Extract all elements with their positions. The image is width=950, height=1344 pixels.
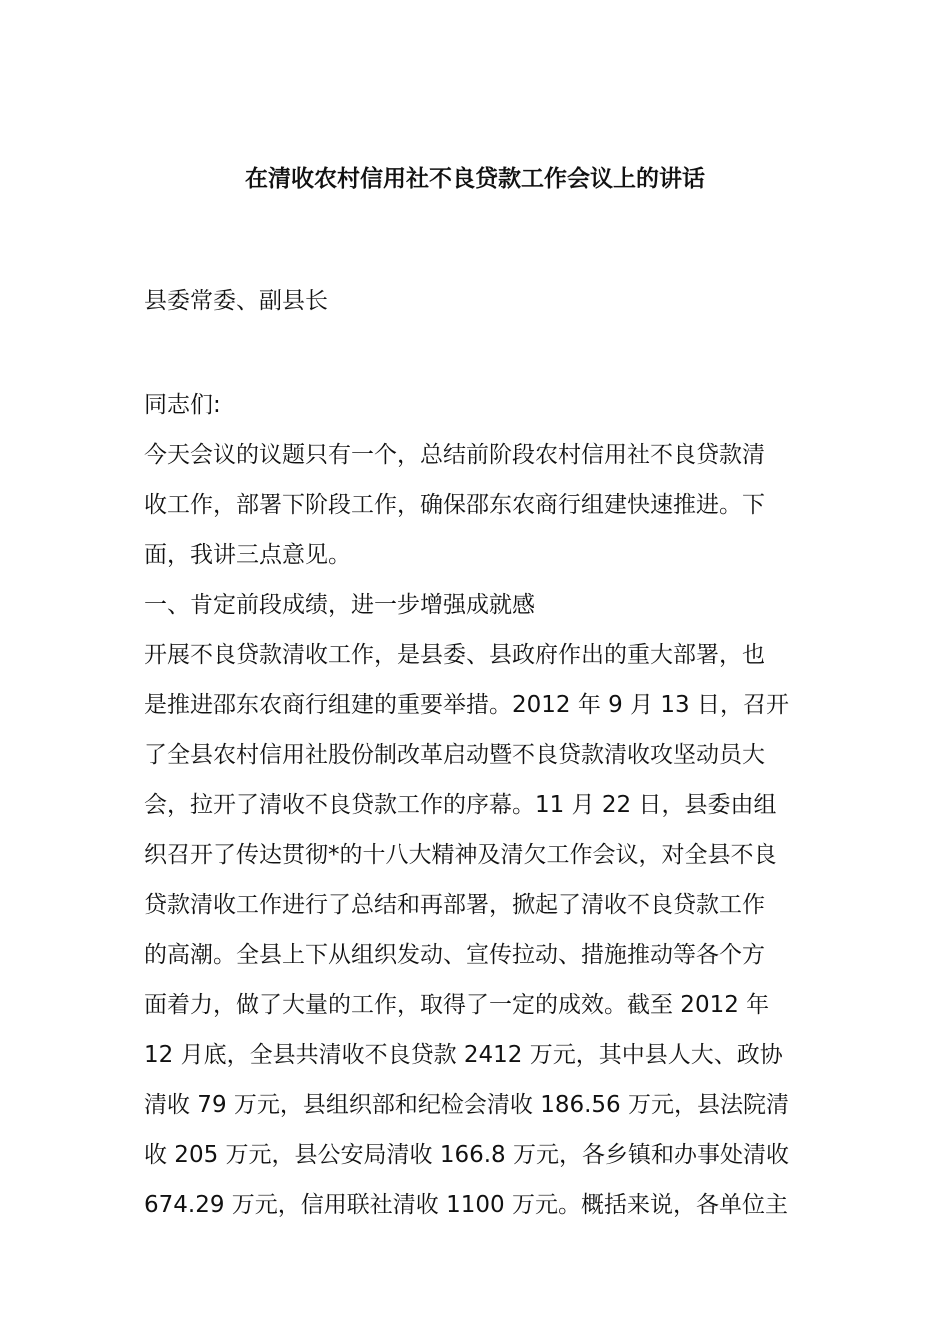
paragraph-line: 是推进邵东农商行组建的重要举措。2012 年 9 月 13 日，召开 bbox=[144, 692, 789, 718]
document-author: 县委常委、副县长 bbox=[144, 288, 328, 314]
paragraph-line: 收 205 万元，县公安局清收 166.8 万元，各乡镇和办事处清收 bbox=[144, 1142, 789, 1168]
section-heading: 一、肯定前段成绩，进一步增强成就感 bbox=[144, 592, 535, 618]
document-title: 在清收农村信用社不良贷款工作会议上的讲话 bbox=[245, 166, 705, 192]
paragraph-line: 的高潮。全县上下从组织发动、宣传拉动、措施推动等各个方 bbox=[144, 942, 765, 968]
document-body bbox=[144, 380, 834, 1230]
paragraph-line: 收工作，部署下阶段工作，确保邵东农商行组建快速推进。下 bbox=[144, 492, 765, 518]
paragraph-line: 贷款清收工作进行了总结和再部署，掀起了清收不良贷款工作 bbox=[144, 892, 765, 918]
paragraph-line: 面着力，做了大量的工作，取得了一定的成效。截至 2012 年 bbox=[144, 992, 770, 1018]
paragraph-line: 了全县农村信用社股份制改革启动暨不良贷款清收攻坚动员大 bbox=[144, 742, 765, 768]
paragraph-line: 面，我讲三点意见。 bbox=[144, 542, 351, 568]
paragraph-line: 674.29 万元，信用联社清收 1100 万元。概括来说，各单位主 bbox=[144, 1192, 788, 1218]
paragraph-line: 织召开了传达贯彻*的十八大精神及清欠工作会议，对全县不良 bbox=[144, 842, 777, 868]
paragraph-line: 清收 79 万元，县组织部和纪检会清收 186.56 万元，县法院清 bbox=[144, 1092, 789, 1118]
paragraph-line: 会，拉开了清收不良贷款工作的序幕。11 月 22 日，县委由组 bbox=[144, 792, 777, 818]
paragraph-line: 12 月底，全县共清收不良贷款 2412 万元，其中县人大、政协 bbox=[144, 1042, 783, 1068]
paragraph-line: 今天会议的议题只有一个，总结前阶段农村信用社不良贷款清 bbox=[144, 442, 765, 468]
paragraph-line: 开展不良贷款清收工作，是县委、县政府作出的重大部署，也 bbox=[144, 642, 765, 668]
greeting-line: 同志们: bbox=[144, 392, 221, 418]
